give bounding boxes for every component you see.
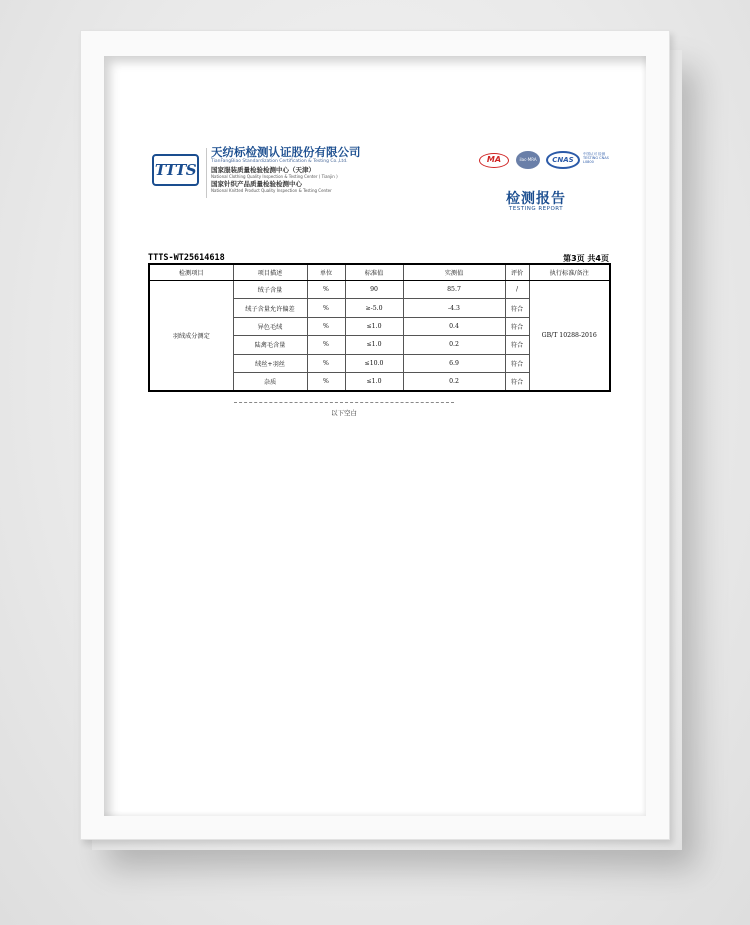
measured-value-cell: -4.3 — [403, 299, 505, 317]
results-table — [148, 263, 611, 392]
logo-text: TTTS — [154, 161, 197, 179]
standard-cell: GB/T 10288-2016 — [529, 281, 610, 392]
unit-cell: % — [307, 354, 345, 372]
evaluation-cell: 符合 — [505, 299, 529, 317]
center2-name: 国家针织产品质量检验检测中心 — [211, 180, 302, 189]
blank-divider — [234, 402, 454, 403]
table-header-row — [149, 264, 610, 281]
standard-value-cell: ≤1.0 — [345, 317, 403, 335]
test-item-cell: 羽绒成分测定 — [149, 281, 233, 392]
blank-note: 以下空白 — [331, 409, 357, 417]
desc-cell: 绒子含量允许偏差 — [233, 299, 307, 317]
standard-value-cell: ≤1.0 — [345, 372, 403, 391]
measured-value-cell: 0.2 — [403, 336, 505, 354]
report-title: 检测报告 — [506, 191, 566, 207]
unit-cell: % — [307, 336, 345, 354]
desc-cell: 陆禽毛含量 — [233, 336, 307, 354]
column-header: 单位 — [307, 264, 345, 281]
unit-cell: % — [307, 281, 345, 299]
center1-name: 国家服装质量检验检测中心（天津） — [211, 166, 315, 175]
unit-cell: % — [307, 317, 345, 335]
certification-marks — [479, 151, 611, 171]
report-number: TTTS-WT25614618 — [148, 253, 225, 263]
standard-value-cell: ≥-5.0 — [345, 299, 403, 317]
evaluation-cell: 符合 — [505, 372, 529, 391]
column-header: 评价 — [505, 264, 529, 281]
table-row — [149, 281, 610, 299]
measured-value-cell: 85.7 — [403, 281, 505, 299]
column-header: 实测值 — [403, 264, 505, 281]
page-info: 第3页 共4页 — [563, 254, 609, 263]
report-title-en: TESTING REPORT — [508, 206, 564, 212]
test-report-page — [141, 106, 611, 782]
column-header: 检测项目 — [149, 264, 233, 281]
desc-cell: 绒丝+羽丝 — [233, 354, 307, 372]
company-info — [211, 146, 441, 196]
standard-value-cell: ≤1.0 — [345, 336, 403, 354]
center1-name-en: National Clothing Quality Inspection & Testing Center ( Tianjin ) — [211, 173, 338, 179]
unit-cell: % — [307, 372, 345, 391]
desc-cell: 绒子含量 — [233, 281, 307, 299]
column-header: 执行标准/备注 — [529, 264, 610, 281]
cma-mark-icon: MA — [479, 153, 509, 168]
evaluation-cell: 符合 — [505, 336, 529, 354]
ilac-mra-mark-icon: ilac-MRA — [516, 151, 540, 169]
company-name: 天纺标检测认证股份有限公司 — [211, 145, 361, 159]
measured-value-cell: 0.4 — [403, 317, 505, 335]
unit-cell: % — [307, 299, 345, 317]
column-header: 项目描述 — [233, 264, 307, 281]
desc-cell: 杂质 — [233, 372, 307, 391]
measured-value-cell: 0.2 — [403, 372, 505, 391]
evaluation-cell: / — [505, 281, 529, 299]
measured-value-cell: 6.9 — [403, 354, 505, 372]
cnas-accreditation-text: 中国认可 检测 TESTING CNAS L0800 — [583, 152, 609, 165]
center2-name-en: National Knitted Product Quality Inspection & Testing Center — [211, 187, 332, 193]
company-logo — [152, 154, 199, 186]
evaluation-cell: 符合 — [505, 317, 529, 335]
header-divider — [206, 148, 207, 198]
cnas-mark-icon: CNAS — [546, 151, 580, 169]
standard-value-cell: ≤10.0 — [345, 354, 403, 372]
evaluation-cell: 符合 — [505, 354, 529, 372]
column-header: 标准值 — [345, 264, 403, 281]
standard-value-cell: 90 — [345, 281, 403, 299]
company-name-en: TianFangBiao Standardization Certification & Testing Co.,Ltd. — [211, 159, 348, 165]
desc-cell: 异色毛绒 — [233, 317, 307, 335]
